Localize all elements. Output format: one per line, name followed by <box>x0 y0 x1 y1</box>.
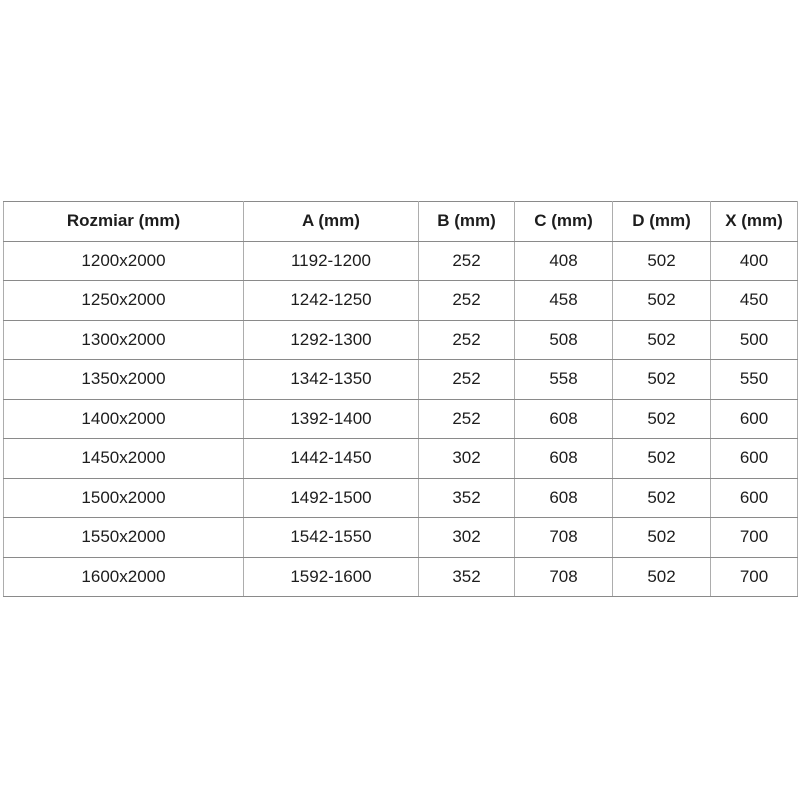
table-cell: 500 <box>711 320 798 360</box>
table-cell: 502 <box>613 478 711 518</box>
table-row <box>4 399 798 439</box>
table-row <box>4 241 798 281</box>
header-cell-x: X (mm) <box>711 202 798 242</box>
table-cell: 608 <box>515 439 613 479</box>
table-cell: 1300x2000 <box>4 320 244 360</box>
table-cell: 708 <box>515 518 613 558</box>
header-row <box>4 202 798 242</box>
table-cell: 352 <box>419 557 515 597</box>
table-cell: 1592-1600 <box>244 557 419 597</box>
table-cell: 252 <box>419 399 515 439</box>
header-cell-b: B (mm) <box>419 202 515 242</box>
header-cell-c: C (mm) <box>515 202 613 242</box>
table-cell: 608 <box>515 399 613 439</box>
table-cell: 400 <box>711 241 798 281</box>
table-cell: 252 <box>419 360 515 400</box>
header-cell-a: A (mm) <box>244 202 419 242</box>
table-cell: 1542-1550 <box>244 518 419 558</box>
table-cell: 502 <box>613 320 711 360</box>
table-cell: 302 <box>419 518 515 558</box>
table-cell: 252 <box>419 241 515 281</box>
table-cell: 1442-1450 <box>244 439 419 479</box>
table-row <box>4 360 798 400</box>
table-row <box>4 557 798 597</box>
table-cell: 252 <box>419 281 515 321</box>
table-cell: 600 <box>711 478 798 518</box>
table-cell: 458 <box>515 281 613 321</box>
table-row <box>4 281 798 321</box>
table-row <box>4 439 798 479</box>
table-cell: 502 <box>613 281 711 321</box>
table-row <box>4 518 798 558</box>
table-cell: 1292-1300 <box>244 320 419 360</box>
table-cell: 1500x2000 <box>4 478 244 518</box>
table-cell: 1200x2000 <box>4 241 244 281</box>
table-cell: 408 <box>515 241 613 281</box>
header-cell-rozmiar: Rozmiar (mm) <box>4 202 244 242</box>
table-cell: 608 <box>515 478 613 518</box>
table-cell: 1600x2000 <box>4 557 244 597</box>
table-cell: 1242-1250 <box>244 281 419 321</box>
table-header <box>4 202 798 242</box>
table-cell: 1342-1350 <box>244 360 419 400</box>
table-cell: 508 <box>515 320 613 360</box>
table-cell: 502 <box>613 557 711 597</box>
table-cell: 502 <box>613 518 711 558</box>
table-cell: 550 <box>711 360 798 400</box>
size-spec-table <box>3 201 798 597</box>
table-cell: 252 <box>419 320 515 360</box>
header-cell-d: D (mm) <box>613 202 711 242</box>
table-cell: 700 <box>711 518 798 558</box>
table-cell: 708 <box>515 557 613 597</box>
table-body <box>4 241 798 597</box>
table-cell: 1350x2000 <box>4 360 244 400</box>
table-cell: 450 <box>711 281 798 321</box>
table-cell: 600 <box>711 399 798 439</box>
table-cell: 502 <box>613 360 711 400</box>
table-row <box>4 320 798 360</box>
table-cell: 1192-1200 <box>244 241 419 281</box>
table-cell: 302 <box>419 439 515 479</box>
table-cell: 502 <box>613 399 711 439</box>
table-cell: 558 <box>515 360 613 400</box>
table-row <box>4 478 798 518</box>
table-cell: 352 <box>419 478 515 518</box>
table-cell: 1492-1500 <box>244 478 419 518</box>
table-cell: 502 <box>613 241 711 281</box>
table-cell: 1392-1400 <box>244 399 419 439</box>
table-cell: 1250x2000 <box>4 281 244 321</box>
table-cell: 1450x2000 <box>4 439 244 479</box>
table-cell: 600 <box>711 439 798 479</box>
table-cell: 1550x2000 <box>4 518 244 558</box>
table-cell: 1400x2000 <box>4 399 244 439</box>
table-cell: 502 <box>613 439 711 479</box>
table-cell: 700 <box>711 557 798 597</box>
